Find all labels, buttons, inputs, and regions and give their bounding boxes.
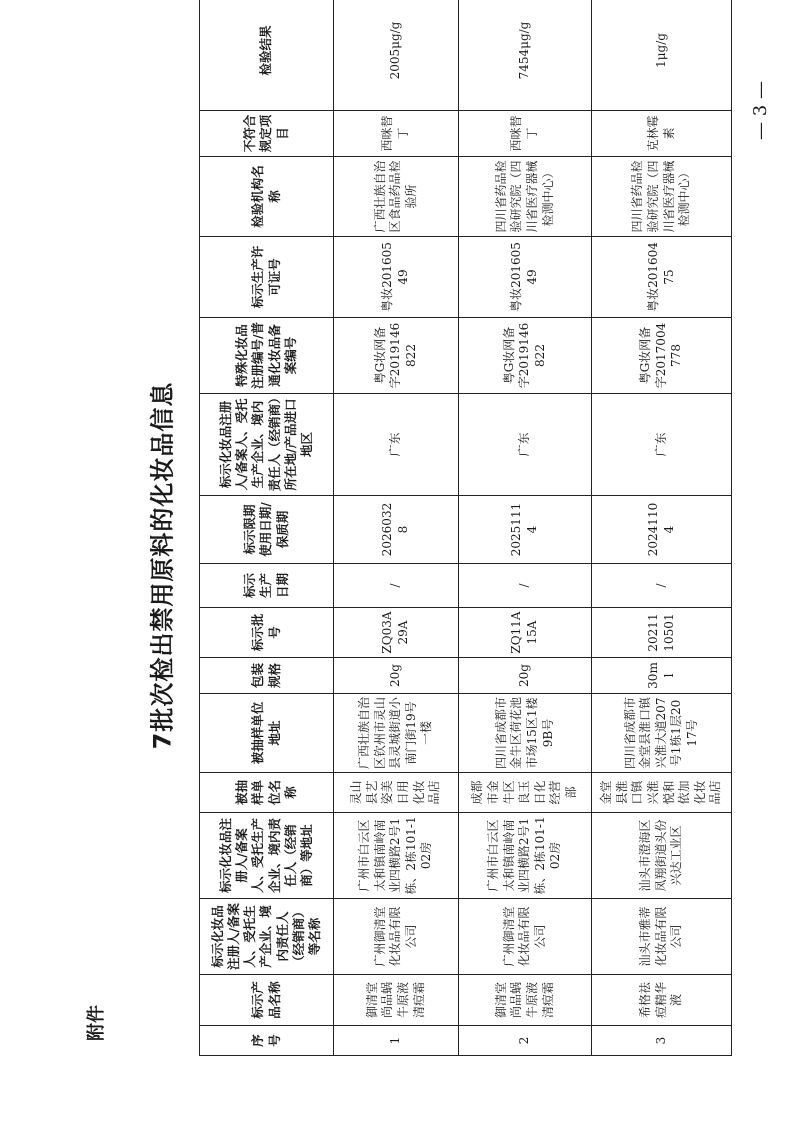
header-no: 序号	[200, 1026, 334, 1056]
cell-testing-lab: 四川省药品检验研究院（四川省医疗器械检测中心）	[459, 157, 592, 237]
cell-expiry: 20241104	[592, 496, 732, 564]
cell-batch-no: 2021110501	[592, 608, 732, 658]
cell-production-date: /	[334, 564, 459, 608]
document-title-text: 7批次检出禁用原料的化妆品信息	[148, 381, 177, 749]
cell-batch-no: ZQ11A15A	[459, 608, 592, 658]
cell-product-name: 御清堂尚品蜗牛原液清痘霜	[459, 975, 592, 1026]
attachment-label-text: 附件	[86, 1005, 107, 1041]
cell-registrant-address: 汕头市澄海区凤翔街道头份兴达工业区	[592, 813, 732, 899]
cosmetics-info-table	[199, 0, 732, 1056]
cell-sampled-unit-name: 成都市金牛区良玉日化经营部	[459, 773, 592, 813]
header-production-license: 标示生产许可证号	[200, 237, 334, 318]
rotated-table-container	[199, 21, 731, 1056]
cell-no: 3	[592, 1026, 732, 1056]
cell-package-spec: 20g	[334, 658, 459, 694]
header-registration-no: 特殊化妆品注册编号/普通化妆品备案编号	[200, 318, 334, 394]
cell-production-license: 粤妆20160549	[459, 237, 592, 318]
cell-sampled-unit-address: 四川省成都市金牛区荷花池市场15区1楼9B号	[459, 694, 592, 773]
table-frame	[199, 21, 731, 1056]
header-package-spec: 包装规格	[200, 658, 334, 694]
cell-origin: 广东	[592, 394, 732, 496]
cell-nonconforming-item: 西咪替丁	[334, 111, 459, 157]
cell-testing-lab: 广西壮族自治区食品药品检验所	[334, 157, 459, 237]
table-row	[592, 0, 732, 1056]
cell-registrant-address: 广州市白云区太和镇南岭南业四横路2号1栋、2栋101-102房	[459, 813, 592, 899]
table-row	[334, 0, 459, 1056]
cell-no: 2	[459, 1026, 592, 1056]
cell-registrant-name: 汕头市雅蒂化妆品有限公司	[592, 899, 732, 975]
header-origin: 标示化妆品注册人/备案人、受托生产企业、境内责任人（经销商）所在地/产品进口地区	[200, 394, 334, 496]
header-expiry: 标示限期使用日期/保质期	[200, 496, 334, 564]
header-product-name: 标示产品名称	[200, 975, 334, 1026]
cell-test-result: 7454μg/g	[459, 0, 592, 111]
header-production-date: 标示生产日期	[200, 564, 334, 608]
cell-registrant-name: 广州御清堂化妆品有限公司	[459, 899, 592, 975]
cell-batch-no: ZQ03A29A	[334, 608, 459, 658]
cell-test-result: 1μg/g	[592, 0, 732, 111]
header-sampled-unit-address: 被抽样单位地址	[200, 694, 334, 773]
attachment-label	[70, 1005, 120, 1041]
cell-product-name: 御清堂尚品蜗牛原液清痘霜	[334, 975, 459, 1026]
cell-sampled-unit-name: 金堂县淮口镇兴淮悦和依加化妆品店	[592, 773, 732, 813]
cell-nonconforming-item: 克林霉素	[592, 111, 732, 157]
cell-registration-no: 粤G妆网备字2017004778	[592, 318, 732, 394]
document-title	[128, 330, 192, 800]
header-nonconforming-item: 不符合规定项目	[200, 111, 334, 157]
cell-sampled-unit-address: 广西壮族自治区钦州市灵山县灵城街道小南门街19号一楼	[334, 694, 459, 773]
header-registrant-address: 标示化妆品注册人/备案人、受托生产企业、境内责任人（经销商）等地址	[200, 813, 334, 899]
cell-origin: 广东	[459, 394, 592, 496]
header-batch-no: 标示批号	[200, 608, 334, 658]
cell-sampled-unit-address: 四川省成都市金堂县淮口镇兴淮大道207号1栋1层2017号	[592, 694, 732, 773]
cell-production-date: /	[592, 564, 732, 608]
page-number-text: — 3 —	[749, 80, 771, 140]
cell-origin: 广东	[334, 394, 459, 496]
cell-nonconforming-item: 西咪替丁	[459, 111, 592, 157]
cell-registrant-name: 广州御清堂化妆品有限公司	[334, 899, 459, 975]
cell-testing-lab: 四川省药品检验研究院（四川省医疗器械检测中心）	[592, 157, 732, 237]
table-row	[459, 0, 592, 1056]
cell-sampled-unit-name: 灵山县艺姿美日用化妆品店	[334, 773, 459, 813]
cell-expiry: 20251114	[459, 496, 592, 564]
cell-package-spec: 30ml	[592, 658, 732, 694]
cell-registrant-address: 广州市白云区太和镇南岭南业四横路2号1栋、2栋101-102房	[334, 813, 459, 899]
header-sampled-unit-name: 被抽样单位名称	[200, 773, 334, 813]
cell-registration-no: 粤G妆网备字2019146822	[459, 318, 592, 394]
cell-no: 1	[334, 1026, 459, 1056]
cell-test-result: 2005μg/g	[334, 0, 459, 111]
header-registrant-name: 标示化妆品注册人/备案人、受托生产企业、境内责任人（经销商）等名称	[200, 899, 334, 975]
cell-product-name: 希格祛痘精华液	[592, 975, 732, 1026]
header-testing-lab: 检验机构名称	[200, 157, 334, 237]
cell-production-license: 粤妆20160549	[334, 237, 459, 318]
cell-registration-no: 粤G妆网备字2019146822	[334, 318, 459, 394]
page-number	[740, 50, 780, 170]
cell-production-license: 粤妆20160475	[592, 237, 732, 318]
cell-production-date: /	[459, 564, 592, 608]
cell-expiry: 20260328	[334, 496, 459, 564]
cell-package-spec: 20g	[459, 658, 592, 694]
table-header-row	[200, 0, 334, 1056]
header-test-result: 检验结果	[200, 0, 334, 111]
